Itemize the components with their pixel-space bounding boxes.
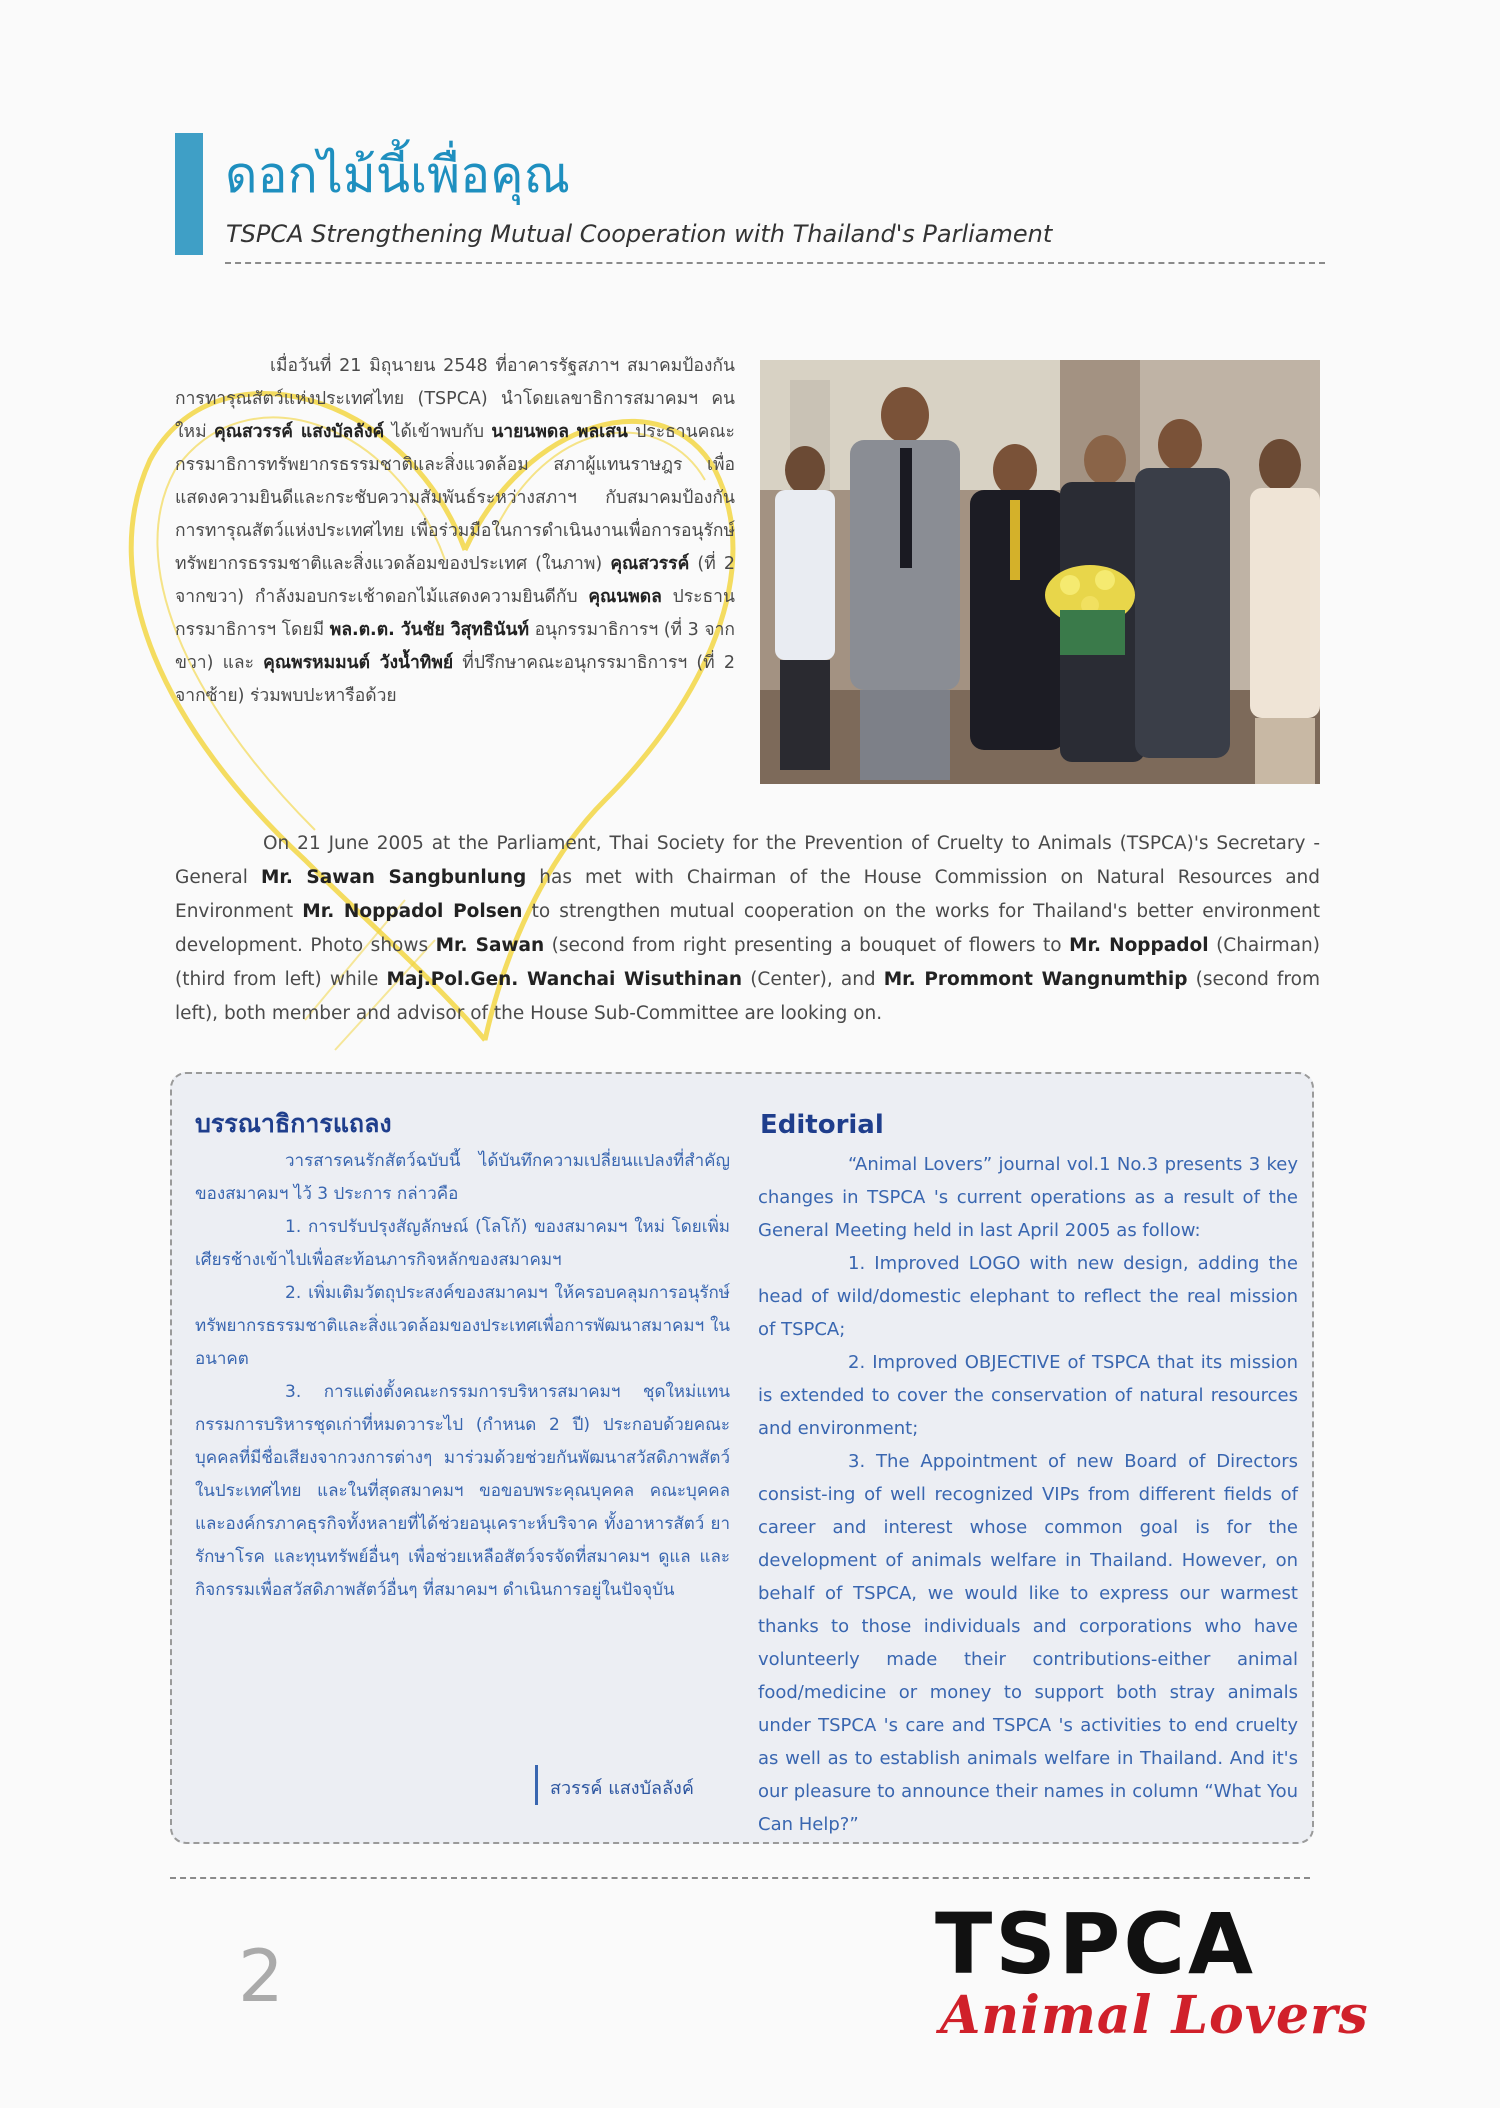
animal-lovers-logo-text: Animal Lovers <box>940 1985 1369 2046</box>
article-subtitle: TSPCA Strengthening Mutual Cooperation with Thailand's Parliament <box>226 220 1053 248</box>
editorial-thai-intro: วารสารคนรักสัตว์ฉบับนี้ ได้บันทึกความเปลี่ยนแปลงที่สำคัญของสมาคมฯ ไว้ 3 ประการ กล่าวคือ <box>195 1151 730 1204</box>
signature-bar <box>535 1765 538 1805</box>
tspca-logo-text: TSPCA <box>935 1895 1257 1993</box>
title-accent-bar <box>175 133 203 255</box>
story-thai-paragraph: เมื่อวันที่ 21 มิถุนายน 2548 ที่อาคารรัฐสภาฯ สมาคมป้องกันการทารุณสัตว์แห่งประเทศไทย (TSPCA) นำโดยเลขาธิการสมาคมฯ คนใหม่ คุณสวรรค์ แสงบัลลังค์ ได้เข้าพบกับ นายนพดล พลเสน ประธานคณะกรรมาธิการทรัพยากรธรรมชาติและสิ่งแวดล้อม สภาผู้แทนราษฎร เพื่อแสดงความยินดีและกระชับความสัมพันธ์ระหว่างสภาฯ กับสมาคมป้องกันการทารุณสัตว์แห่งประเทศไทย เพื่อร่วมมือในการดำเนินงานเพื่อการอนุรักษ์ทรัพยากรธรรมชาติและสิ่งแวดล้อมของประเทศ (ในภาพ) คุณสวรรค์ (ที่ 2 จากขวา) กำลังมอบกระเช้าดอกไม้แสดงความยินดีกับ คุณนพดล ประธานกรรมาธิการฯ โดยมี พล.ต.ต. วันชัย วิสุทธินันท์ อนุกรรมาธิการฯ (ที่ 3 จากขวา) และ คุณพรหมมนต์ วังน้ำทิพย์ ที่ปรึกษาคณะอนุกรรมาธิการฯ (ที่ 2 จากซ้าย) ร่วมพบปะหารือด้วย <box>175 356 736 706</box>
group-photo <box>760 360 1320 784</box>
article-title: ดอกไม้นี้เพื่อคุณ <box>225 146 570 204</box>
editorial-thai-text <box>195 1145 730 1607</box>
editorial-thai-item-2: 2. เพิ่มเติมวัตถุประสงค์ของสมาคมฯ ให้ครอบคลุมการอนุรักษ์ทรัพยากรธรรมชาติและสิ่งแวดล้อมของประเทศเพื่อการพัฒนาสมาคมฯ ในอนาคต <box>195 1283 730 1369</box>
editorial-english-item-1: 1. Improved LOGO with new design, adding the head of wild/domestic elephant to reflect the real mission of TSPCA; <box>758 1253 1298 1340</box>
editor-signature: สวรรค์ แสงบัลลังค์ <box>550 1778 694 1799</box>
footer-divider <box>170 1877 1310 1879</box>
editorial-english-item-2: 2. Improved OBJECTIVE of TSPCA that its mission is extended to cover the conservation of natural resources and environment; <box>758 1352 1298 1439</box>
editorial-thai-title: บรรณาธิการแถลง <box>195 1109 392 1138</box>
story-english-paragraph: On 21 June 2005 at the Parliament, Thai Society for the Prevention of Cruelty to Animals (TSPCA)'s Secretary - General Mr. Sawan Sangbunlung has met with Chairman of the House Commission on Natural Resources and Environment Mr. Noppadol Polsen to strengthen mutual cooperation on the works for Thailand's better environment development. Photo shows Mr. Sawan (second from right presenting a bouquet of flowers to Mr. Noppadol (Chairman) (third from left) while Maj.Pol.Gen. Wanchai Wisuthinan (Center), and Mr. Prommont Wangnumthip (second from left), both member and advisor of the House Sub-Committee are looking on. <box>175 833 1321 1024</box>
page-number: 2 <box>238 1934 284 2018</box>
editorial-english-title: Editorial <box>760 1110 884 1140</box>
editorial-english-intro: “Animal Lovers” journal vol.1 No.3 presents 3 key changes in TSPCA 's current operations as a result of the General Meeting held in last April 2005 as follow: <box>758 1154 1298 1241</box>
editorial-english-item-3: 3. The Appointment of new Board of Directors consist-ing of well recognized VIPs from different fields of career and interest whose common goal is for the development of animals welfare in Thailand. However, on behalf of TSPCA, we would like to express our warmest thanks to those individuals and corporations who have volunteerly made their contributions-either animal food/medicine or money to support both stray animals under TSPCA 's care and TSPCA 's activities to end cruelty as well as to establish animals welfare in Thailand. And it's our pleasure to announce their names in column “What You Can Help?” <box>758 1451 1298 1835</box>
editorial-thai-item-3: 3. การแต่งตั้งคณะกรรมการบริหารสมาคมฯ ชุดใหม่แทนกรรมการบริหารชุดเก่าที่หมดวาระไป (กำหนด 2 ปี) ประกอบด้วยคณะบุคคลที่มีชื่อเสียงจากวงการต่างๆ มาร่วมด้วยช่วยกันพัฒนาสวัสดิภาพสัตว์ในประเทศไทย และในที่สุดสมาคมฯ ขอขอบพระคุณบุคคล คณะบุคคล และองค์กรภาคธุรกิจทั้งหลายที่ได้ช่วยอนุเคราะห์บริจาค ทั้งอาหารสัตว์ ยารักษาโรค และทุนทรัพย์อื่นๆ เพื่อช่วยเหลือสัตว์จรจัดที่สมาคมฯ ดูแล และกิจกรรมเพื่อสวัสดิภาพสัตว์อื่นๆ ที่สมาคมฯ ดำเนินการอยู่ในปัจจุบัน <box>195 1382 730 1600</box>
editorial-english-text <box>758 1148 1298 1841</box>
editorial-thai-item-1: 1. การปรับปรุงสัญลักษณ์ (โลโก้) ของสมาคมฯ ใหม่ โดยเพิ่มเศียรช้างเข้าไปเพื่อสะท้อนภารกิจหลักของสมาคมฯ <box>195 1217 730 1270</box>
header-divider <box>225 262 1325 264</box>
